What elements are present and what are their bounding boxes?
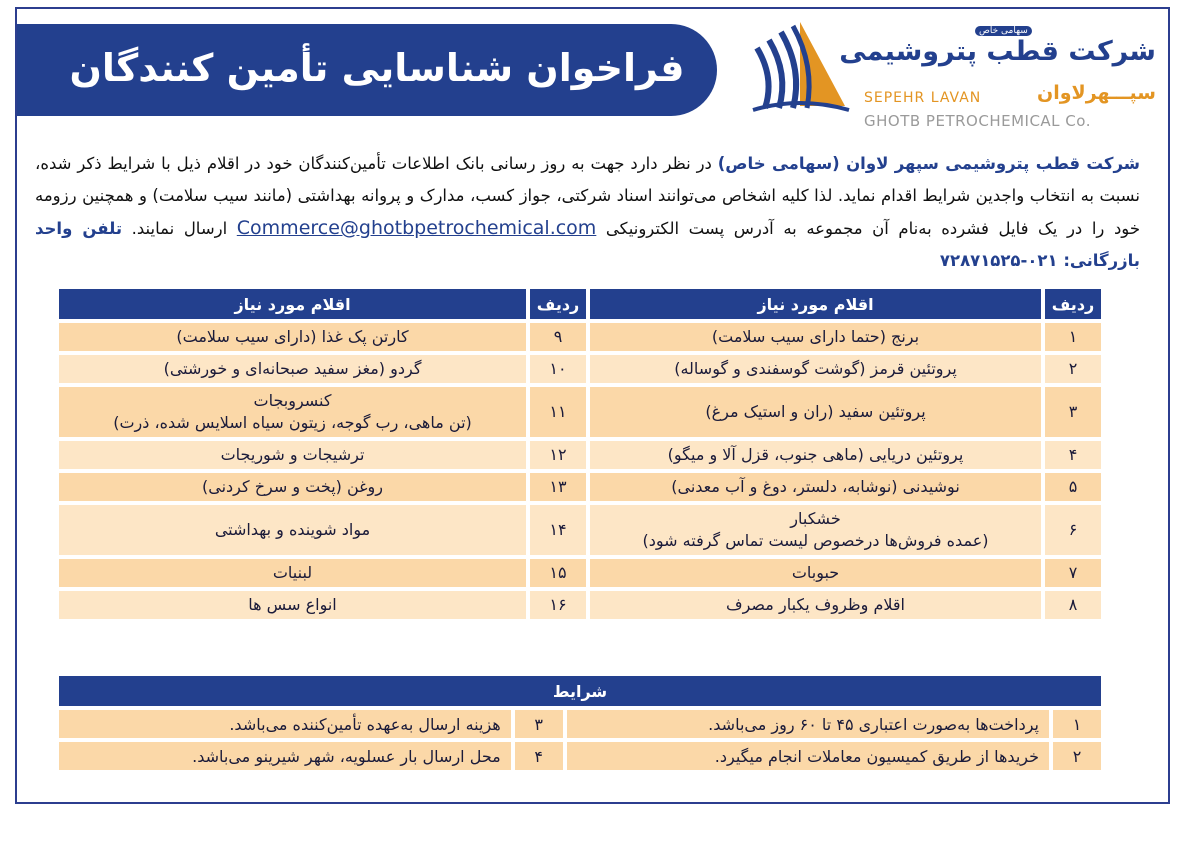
item-cell: پروتئین قرمز (گوشت گوسفندی و گوساله) bbox=[590, 355, 1041, 383]
row-number: ۱۳ bbox=[530, 473, 586, 501]
row-number: ۶ bbox=[1045, 505, 1101, 555]
subsidiary-name-fa: سپـــهرلاوان bbox=[1037, 82, 1156, 104]
term-number: ۴ bbox=[515, 742, 563, 770]
row-number: ۴ bbox=[1045, 441, 1101, 469]
row-number: ۱۵ bbox=[530, 559, 586, 587]
term-number: ۱ bbox=[1053, 710, 1101, 738]
item-cell: برنج (حتما دارای سیب سلامت) bbox=[590, 323, 1041, 351]
term-text: هزینه ارسال به‌عهده تأمین‌کننده می‌باشد. bbox=[59, 710, 511, 738]
item-sub-text: (تن ماهی، رب گوجه، زیتون سیاه اسلایس شده، ذرت) bbox=[113, 413, 472, 432]
item-cell: گردو (مغز سفید صبحانه‌ای و خورشتی) bbox=[59, 355, 526, 383]
table-row bbox=[59, 505, 1101, 555]
terms-table bbox=[55, 672, 1105, 774]
term-number: ۳ bbox=[515, 710, 563, 738]
item-main-text: خشکبار bbox=[790, 509, 841, 528]
row-number: ۳ bbox=[1045, 387, 1101, 437]
col-item-header: اقلام مورد نیاز bbox=[590, 289, 1041, 319]
table-row bbox=[59, 323, 1101, 351]
subsidiary-name-en: SEPEHR LAVAN bbox=[864, 90, 982, 106]
item-cell: کارتن پک غذا (دارای سیب سلامت) bbox=[59, 323, 526, 351]
col-row-header: ردیف bbox=[1045, 289, 1101, 319]
table-row bbox=[59, 710, 1101, 738]
term-number: ۲ bbox=[1053, 742, 1101, 770]
row-number: ۱۱ bbox=[530, 387, 586, 437]
table-row bbox=[59, 559, 1101, 587]
item-cell-multiline bbox=[59, 387, 526, 437]
terms-table-header bbox=[59, 676, 1101, 706]
row-number: ۱ bbox=[1045, 323, 1101, 351]
term-text: محل ارسال بار عسلویه، شهر شیرینو می‌باشد. bbox=[59, 742, 511, 770]
phone-number: ۰۲۱-۷۲۸۷۱۵۲۵ bbox=[939, 251, 1058, 270]
col-item-header: اقلام مورد نیاز bbox=[59, 289, 526, 319]
terms-header: شرایط bbox=[59, 676, 1101, 706]
item-cell: حبوبات bbox=[590, 559, 1041, 587]
item-cell: اقلام وظروف یکبار مصرف bbox=[590, 591, 1041, 619]
table-row bbox=[59, 387, 1101, 437]
company-name-en: GHOTB PETROCHEMICAL Co. bbox=[864, 112, 1091, 130]
item-cell: روغن (پخت و سرخ کردنی) bbox=[59, 473, 526, 501]
title-banner bbox=[17, 24, 717, 116]
term-text: خریدها از طریق کمیسیون معاملات انجام میگیرد. bbox=[567, 742, 1049, 770]
row-number: ۲ bbox=[1045, 355, 1101, 383]
item-cell: پروتئین سفید (ران و استیک مرغ) bbox=[590, 387, 1041, 437]
row-number: ۱۶ bbox=[530, 591, 586, 619]
item-cell: مواد شوینده و بهداشتی bbox=[59, 505, 526, 555]
row-number: ۸ bbox=[1045, 591, 1101, 619]
item-cell: انواع سس ها bbox=[59, 591, 526, 619]
row-number: ۱۰ bbox=[530, 355, 586, 383]
items-table-header bbox=[59, 289, 1101, 319]
item-cell: لبنیات bbox=[59, 559, 526, 587]
row-number: ۷ bbox=[1045, 559, 1101, 587]
table-row bbox=[59, 355, 1101, 383]
email-link[interactable]: Commerce@ghotbpetrochemical.com bbox=[236, 217, 597, 239]
intro-body: در نظر دارد جهت به روز رسانی بانک اطلاعات تأمین‌کنندگان خود در اقلام ذیل با شرایط ذکر شده، نسبت به انتخاب واجدین شرایط اقدام نماید. لذا کلیه اشخاص می‌توانند اسناد شرکتی، جواز کسب، مدارک و پروانه بهداشتی (مانند سیب سلامت) و همچنین رزومه خود را در یک فایل فشرده به‌نام آن مجموعه به آدرس پست الکترونیکی bbox=[35, 154, 1141, 238]
intro-after-email: ارسال نمایند. bbox=[122, 219, 237, 238]
table-row bbox=[59, 473, 1101, 501]
table-row bbox=[59, 441, 1101, 469]
item-cell: پروتئین دریایی (ماهی جنوب، قزل آلا و میگو) bbox=[590, 441, 1041, 469]
item-sub-text: (عمده فروش‌ها درخصوص لیست تماس گرفته شود) bbox=[642, 531, 989, 550]
company-full-name: شرکت قطب پتروشیمی سپهر لاوان (سهامی خاص) bbox=[717, 154, 1140, 173]
item-cell: نوشیدنی (نوشابه، دلستر، دوغ و آب معدنی) bbox=[590, 473, 1041, 501]
row-number: ۱۲ bbox=[530, 441, 586, 469]
table-row bbox=[59, 591, 1101, 619]
row-number: ۵ bbox=[1045, 473, 1101, 501]
item-cell: ترشیجات و شوریجات bbox=[59, 441, 526, 469]
col-row-header: ردیف bbox=[530, 289, 586, 319]
page-title: فراخوان شناسایی تأمین کنندگان bbox=[69, 46, 685, 90]
items-table bbox=[55, 285, 1105, 623]
company-name-fa: شرکت قطب پتروشیمی bbox=[839, 36, 1156, 67]
row-number: ۹ bbox=[530, 323, 586, 351]
phone-label: تلفن واحد بازرگانی: bbox=[35, 219, 1140, 270]
row-number: ۱۴ bbox=[530, 505, 586, 555]
item-cell-multiline bbox=[590, 505, 1041, 555]
company-type-tag: سهامی خاص bbox=[975, 26, 1032, 36]
item-main-text: کنسروبجات bbox=[253, 391, 332, 410]
term-text: پرداخت‌ها به‌صورت اعتباری ۴۵ تا ۶۰ روز می‌باشد. bbox=[567, 710, 1049, 738]
table-row bbox=[59, 742, 1101, 770]
intro-paragraph bbox=[35, 148, 1140, 277]
